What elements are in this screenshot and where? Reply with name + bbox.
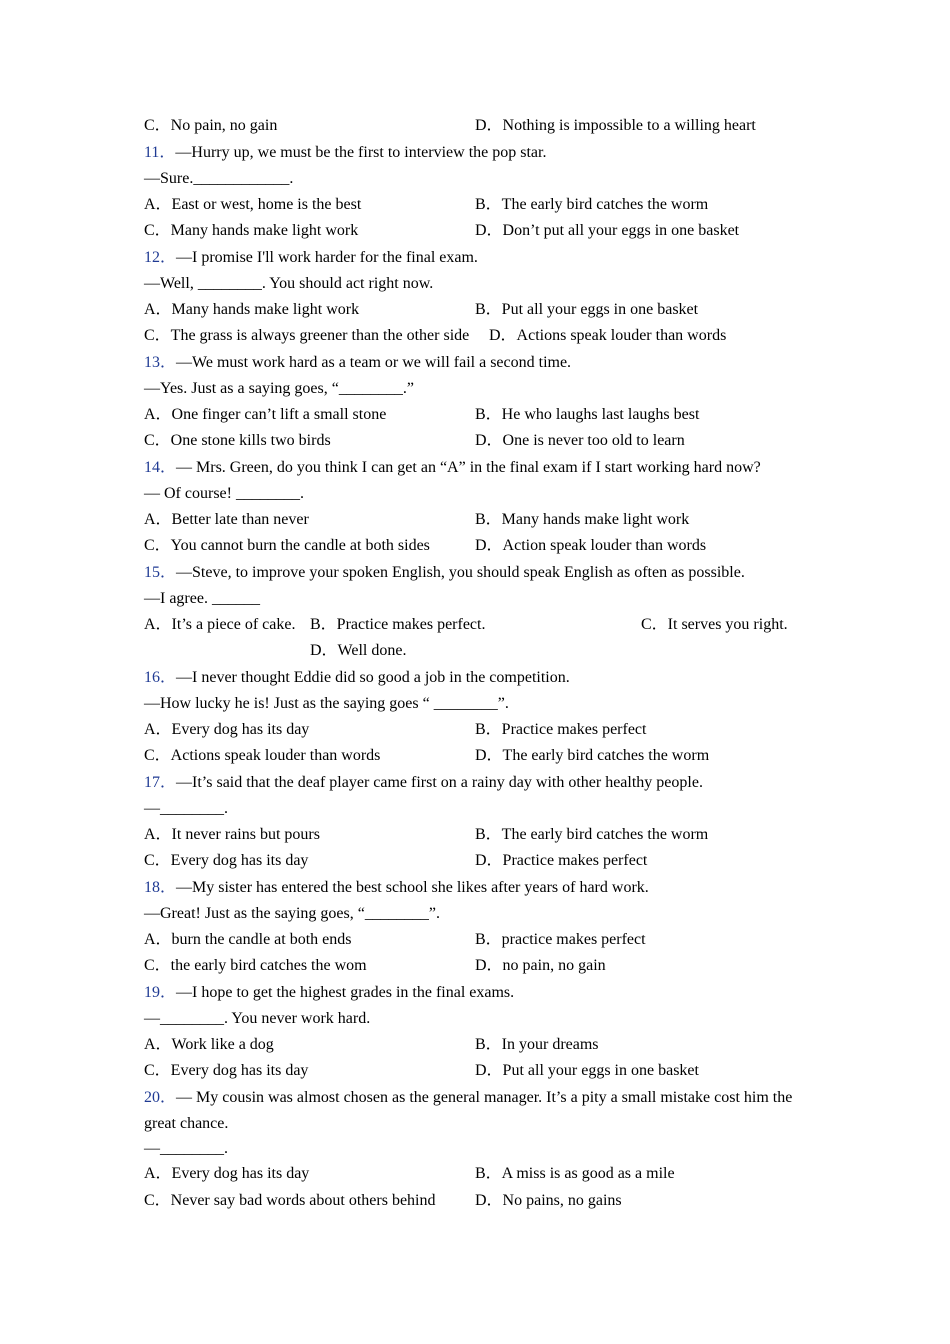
- question-number: 20．: [144, 1089, 177, 1106]
- option-b: B．The early bird catches the worm: [475, 196, 709, 213]
- response-line: — Of course! ________.: [144, 485, 304, 502]
- option-c: C．One stone kills two birds: [144, 432, 331, 449]
- option-a: A．East or west, home is the best: [144, 196, 362, 213]
- option-a: A．Better late than never: [144, 511, 309, 528]
- option-b: B．Practice makes perfect.: [310, 616, 486, 633]
- option-d: D．no pain, no gain: [475, 957, 606, 974]
- option-c: C．Every dog has its day: [144, 852, 309, 869]
- option-c: C．Never say bad words about others behind: [144, 1192, 436, 1209]
- question-13: [144, 353, 571, 373]
- question-18: [144, 878, 649, 898]
- question-text: — Mrs. Green, do you think I can get an “A” in the final exam if I start working hard now?: [176, 459, 761, 476]
- question-number: 14．: [144, 459, 177, 476]
- response-line: —Sure.____________.: [144, 170, 294, 187]
- option-b: B．In your dreams: [475, 1036, 599, 1053]
- option-d: D．Put all your eggs in one basket: [475, 1062, 699, 1079]
- option-a: A．It’s a piece of cake.: [144, 616, 296, 633]
- question-text: —We must work hard as a team or we will fail a second time.: [176, 354, 572, 371]
- question-20: [144, 1085, 804, 1137]
- option-c: C．Actions speak louder than words: [144, 747, 381, 764]
- option-a: A．Every dog has its day: [144, 1165, 310, 1182]
- option-b: B．Practice makes perfect: [475, 721, 647, 738]
- option-a: A．It never rains but pours: [144, 826, 320, 843]
- option-a: A．Every dog has its day: [144, 721, 310, 738]
- option-c: C．It serves you right.: [641, 616, 788, 633]
- question-number: 15．: [144, 564, 177, 581]
- option-c: C．No pain, no gain: [144, 117, 278, 134]
- option-d: D．Well done.: [310, 642, 407, 659]
- question-text: — My cousin was almost chosen as the general manager. It’s a pity a small mistake cost him the great chance.: [144, 1089, 793, 1132]
- option-a: A．Many hands make light work: [144, 301, 360, 318]
- question-number: 18．: [144, 879, 177, 896]
- response-line: —________. You never work hard.: [144, 1010, 371, 1027]
- option-b: B．The early bird catches the worm: [475, 826, 709, 843]
- option-c: C．You cannot burn the candle at both sides: [144, 537, 430, 554]
- option-a: A．One finger can’t lift a small stone: [144, 406, 387, 423]
- question-text: —It’s said that the deaf player came first on a rainy day with other healthy people.: [176, 774, 703, 791]
- option-d: D．Actions speak louder than words: [489, 327, 727, 344]
- option-c: C．The grass is always greener than the other side: [144, 327, 470, 344]
- question-14: [144, 458, 761, 478]
- option-d: D．Nothing is impossible to a willing heart: [475, 117, 756, 134]
- option-c: C．Many hands make light work: [144, 222, 359, 239]
- option-d: D．Don’t put all your eggs in one basket: [475, 222, 740, 239]
- response-line: —________.: [144, 800, 228, 817]
- option-b: B．A miss is as good as a mile: [475, 1165, 675, 1182]
- question-16: [144, 668, 570, 688]
- option-b: B．He who laughs last laughs best: [475, 406, 700, 423]
- option-b: B．practice makes perfect: [475, 931, 646, 948]
- response-line: —________.: [144, 1140, 228, 1157]
- option-d: D．The early bird catches the worm: [475, 747, 710, 764]
- response-line: —Yes. Just as a saying goes, “________.”: [144, 380, 414, 397]
- question-text: —I promise I'll work harder for the final exam.: [176, 249, 478, 266]
- question-11: [144, 143, 546, 163]
- question-number: 11．: [144, 144, 176, 161]
- question-number: 13．: [144, 354, 177, 371]
- response-line: —Great! Just as the saying goes, “________”.: [144, 905, 440, 922]
- option-c: C．Every dog has its day: [144, 1062, 309, 1079]
- option-b: B．Many hands make light work: [475, 511, 690, 528]
- question-number: 19．: [144, 984, 177, 1001]
- response-line: —Well, ________. You should act right now.: [144, 275, 434, 292]
- question-19: [144, 983, 514, 1003]
- question-number: 12．: [144, 249, 177, 266]
- response-line: —How lucky he is! Just as the saying goes “ ________”.: [144, 695, 509, 712]
- question-text: —Steve, to improve your spoken English, you should speak English as often as possible.: [176, 564, 745, 581]
- question-text: —Hurry up, we must be the first to interview the pop star.: [175, 144, 547, 161]
- option-a: A．burn the candle at both ends: [144, 931, 352, 948]
- option-d: D．Action speak louder than words: [475, 537, 707, 554]
- response-line: —I agree. ______: [144, 590, 260, 607]
- option-d: D．Practice makes perfect: [475, 852, 648, 869]
- option-d: D．One is never too old to learn: [475, 432, 685, 449]
- question-text: —My sister has entered the best school she likes after years of hard work.: [176, 879, 649, 896]
- option-b: B．Put all your eggs in one basket: [475, 301, 699, 318]
- option-d: D．No pains, no gains: [475, 1192, 622, 1209]
- option-a: A．Work like a dog: [144, 1036, 274, 1053]
- question-12: [144, 248, 478, 268]
- question-text: —I never thought Eddie did so good a job in the competition.: [176, 669, 570, 686]
- question-number: 16．: [144, 669, 177, 686]
- question-17: [144, 773, 703, 793]
- option-c: C．the early bird catches the wom: [144, 957, 367, 974]
- question-text: —I hope to get the highest grades in the final exams.: [176, 984, 515, 1001]
- question-15: [144, 563, 745, 583]
- question-number: 17．: [144, 774, 177, 791]
